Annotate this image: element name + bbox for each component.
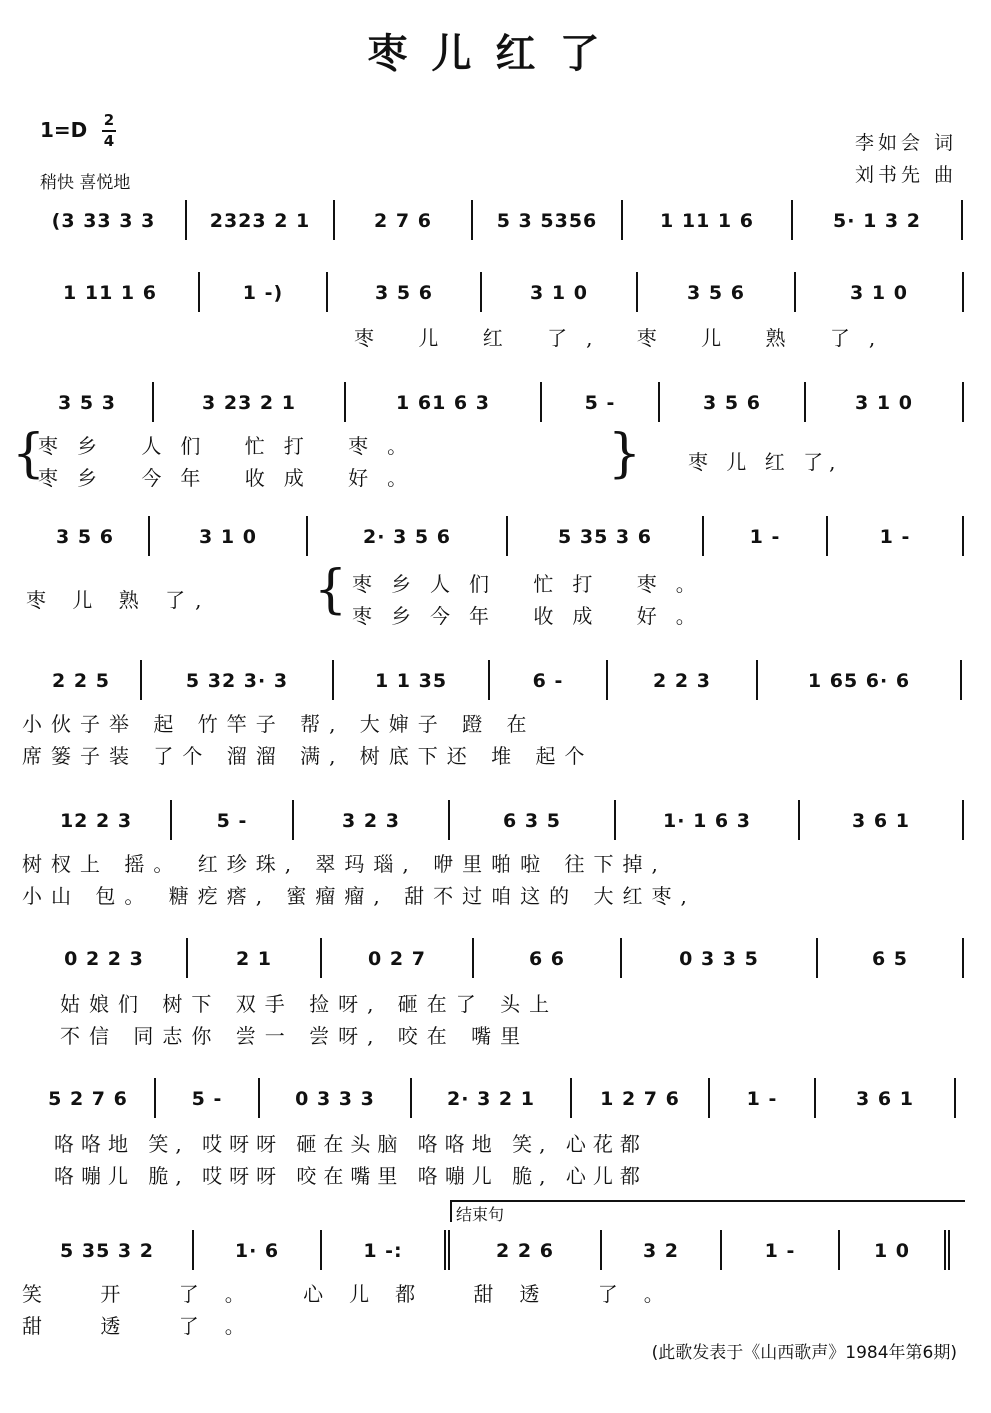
lyric-line: 笑 开 了。 心儿都 甜透 了。 [22, 1282, 690, 1306]
key-signature: 1=D [40, 118, 88, 142]
measure-repeat-end: 1 -: [322, 1230, 450, 1270]
measure: 2 2 3 [608, 660, 758, 700]
staff-system-5 [22, 656, 964, 700]
staff-system-9 [22, 1226, 964, 1270]
ending-label: 结束句 [456, 1205, 505, 1224]
lyric-line: 小山 包。 糖疙瘩, 蜜瘤瘤, 甜不过咱这的 大红枣, [22, 884, 696, 908]
measure: 1· 1 6 3 [616, 800, 800, 840]
verse-brace-right: } [608, 424, 642, 484]
measure: 0 3 3 5 [622, 938, 818, 978]
measure: 3 1 0 [806, 382, 964, 422]
measure: 3 2 3 [294, 800, 450, 840]
composer-credit: 刘书先 曲 [854, 164, 957, 186]
measure: 5 2 7 6 [22, 1078, 156, 1118]
measure: 6 - [490, 660, 608, 700]
measure: 1 - [710, 1078, 816, 1118]
lyric-line: 枣乡人们 忙打 枣。 [352, 572, 715, 596]
measure-final: 1 0 [840, 1230, 950, 1270]
publication-note: (此歌发表于《山西歌声》1984年第6期) [651, 1343, 957, 1363]
measure: 3 5 6 [638, 272, 796, 312]
measure: 1 1 35 [334, 660, 490, 700]
lyricist-credit: 李如会 词 [854, 132, 957, 154]
measure: 1 11 1 6 [623, 200, 793, 240]
time-signature-bottom: 4 [103, 132, 115, 150]
song-title: 枣儿红了 [367, 30, 624, 77]
verse-brace-left: { [12, 424, 46, 484]
measure: 3 6 1 [800, 800, 964, 840]
lyric-line: 枣乡今年 收成 好。 [352, 604, 715, 628]
lyric-line: 不信 同志你 尝一 尝呀, 咬在 嘴里 [60, 1024, 530, 1048]
measure: 5 35 3 2 [22, 1230, 194, 1270]
measure: 1 2 7 6 [572, 1078, 710, 1118]
measure: 1 65 6· 6 [758, 660, 962, 700]
time-signature [102, 112, 116, 150]
lyric-line: 枣 儿 红 了, 枣 儿 熟 了, [354, 326, 895, 350]
measure: 2 1 [188, 938, 322, 978]
measure: 5 - [542, 382, 660, 422]
lyric-line: 小伙子举 起 竹竿子 帮, 大婶子 蹬 在 [22, 712, 536, 736]
measure: 2323 2 1 [187, 200, 335, 240]
staff-system-4 [22, 512, 964, 556]
measure: 5· 1 3 2 [793, 200, 963, 240]
measure: 6 6 [474, 938, 622, 978]
staff-system-8 [22, 1074, 964, 1118]
measure: 1 11 1 6 [22, 272, 200, 312]
measure: 1 61 6 3 [346, 382, 542, 422]
measure: 2· 3 2 1 [412, 1078, 572, 1118]
measure: 2 2 6 [450, 1230, 602, 1270]
staff-system-6 [22, 796, 964, 840]
measure: 5 3 5356 [473, 200, 623, 240]
measure: 3 1 0 [150, 516, 308, 556]
measure: 1 - [722, 1230, 840, 1270]
lyric-line: 甜 透 了。 [22, 1314, 271, 1338]
measure: (3 33 3 3 [22, 200, 187, 240]
measure: 1 - [828, 516, 964, 556]
staff-system-1 [22, 196, 964, 240]
measure: 3 5 3 [22, 382, 154, 422]
staff-system-3 [22, 378, 964, 422]
measure: 5 35 3 6 [508, 516, 704, 556]
measure: 5 - [156, 1078, 260, 1118]
time-signature-top: 2 [103, 111, 115, 129]
measure: 3 1 0 [482, 272, 638, 312]
verse-brace-left: { [314, 560, 348, 620]
measure: 2 2 5 [22, 660, 142, 700]
measure: 3 1 0 [796, 272, 964, 312]
lyric-line: 席篓子装 了个 溜溜 满, 树底下还 堆 起个 [22, 744, 594, 768]
lyric-line: 咯咯地 笑, 哎呀呀 砸在头脑 咯咯地 笑, 心花都 [54, 1132, 647, 1156]
measure: 5 32 3· 3 [142, 660, 334, 700]
measure: 1 - [704, 516, 828, 556]
lyric-line: 咯嘣儿 脆, 哎呀呀 咬在嘴里 咯嘣儿 脆, 心儿都 [54, 1164, 647, 1188]
measure: 3 5 6 [328, 272, 482, 312]
measure: 1 -) [200, 272, 328, 312]
measure: 12 2 3 [22, 800, 172, 840]
measure: 0 3 3 3 [260, 1078, 412, 1118]
measure: 2· 3 5 6 [308, 516, 508, 556]
measure: 3 23 2 1 [154, 382, 346, 422]
measure: 3 5 6 [660, 382, 806, 422]
measure: 5 - [172, 800, 294, 840]
staff-system-7 [22, 934, 964, 978]
measure: 6 3 5 [450, 800, 616, 840]
lyric-side: 枣 儿 熟 了, [26, 588, 212, 612]
measure: 0 2 2 3 [22, 938, 188, 978]
measure: 3 5 6 [22, 516, 150, 556]
measure: 3 6 1 [816, 1078, 956, 1118]
lyric-side: 枣 儿 红 了, [688, 450, 842, 474]
lyric-line: 枣乡 人们 忙打 枣。 [38, 434, 427, 458]
measure: 3 2 [602, 1230, 722, 1270]
measure: 6 5 [818, 938, 964, 978]
measure: 2 7 6 [335, 200, 473, 240]
lyric-line: 树杈上 摇。 红珍珠, 翠玛瑙, 咿里啪啦 往下掉, [22, 852, 667, 876]
measure: 0 2 7 [322, 938, 474, 978]
measure: 1· 6 [194, 1230, 322, 1270]
staff-system-2 [22, 268, 964, 312]
ending-bracket [450, 1200, 965, 1222]
lyric-line: 枣乡 今年 收成 好。 [38, 466, 427, 490]
lyric-line: 姑娘们 树下 双手 捡呀, 砸在了 头上 [60, 992, 559, 1016]
tempo-marking: 稍快 喜悦地 [40, 173, 131, 193]
